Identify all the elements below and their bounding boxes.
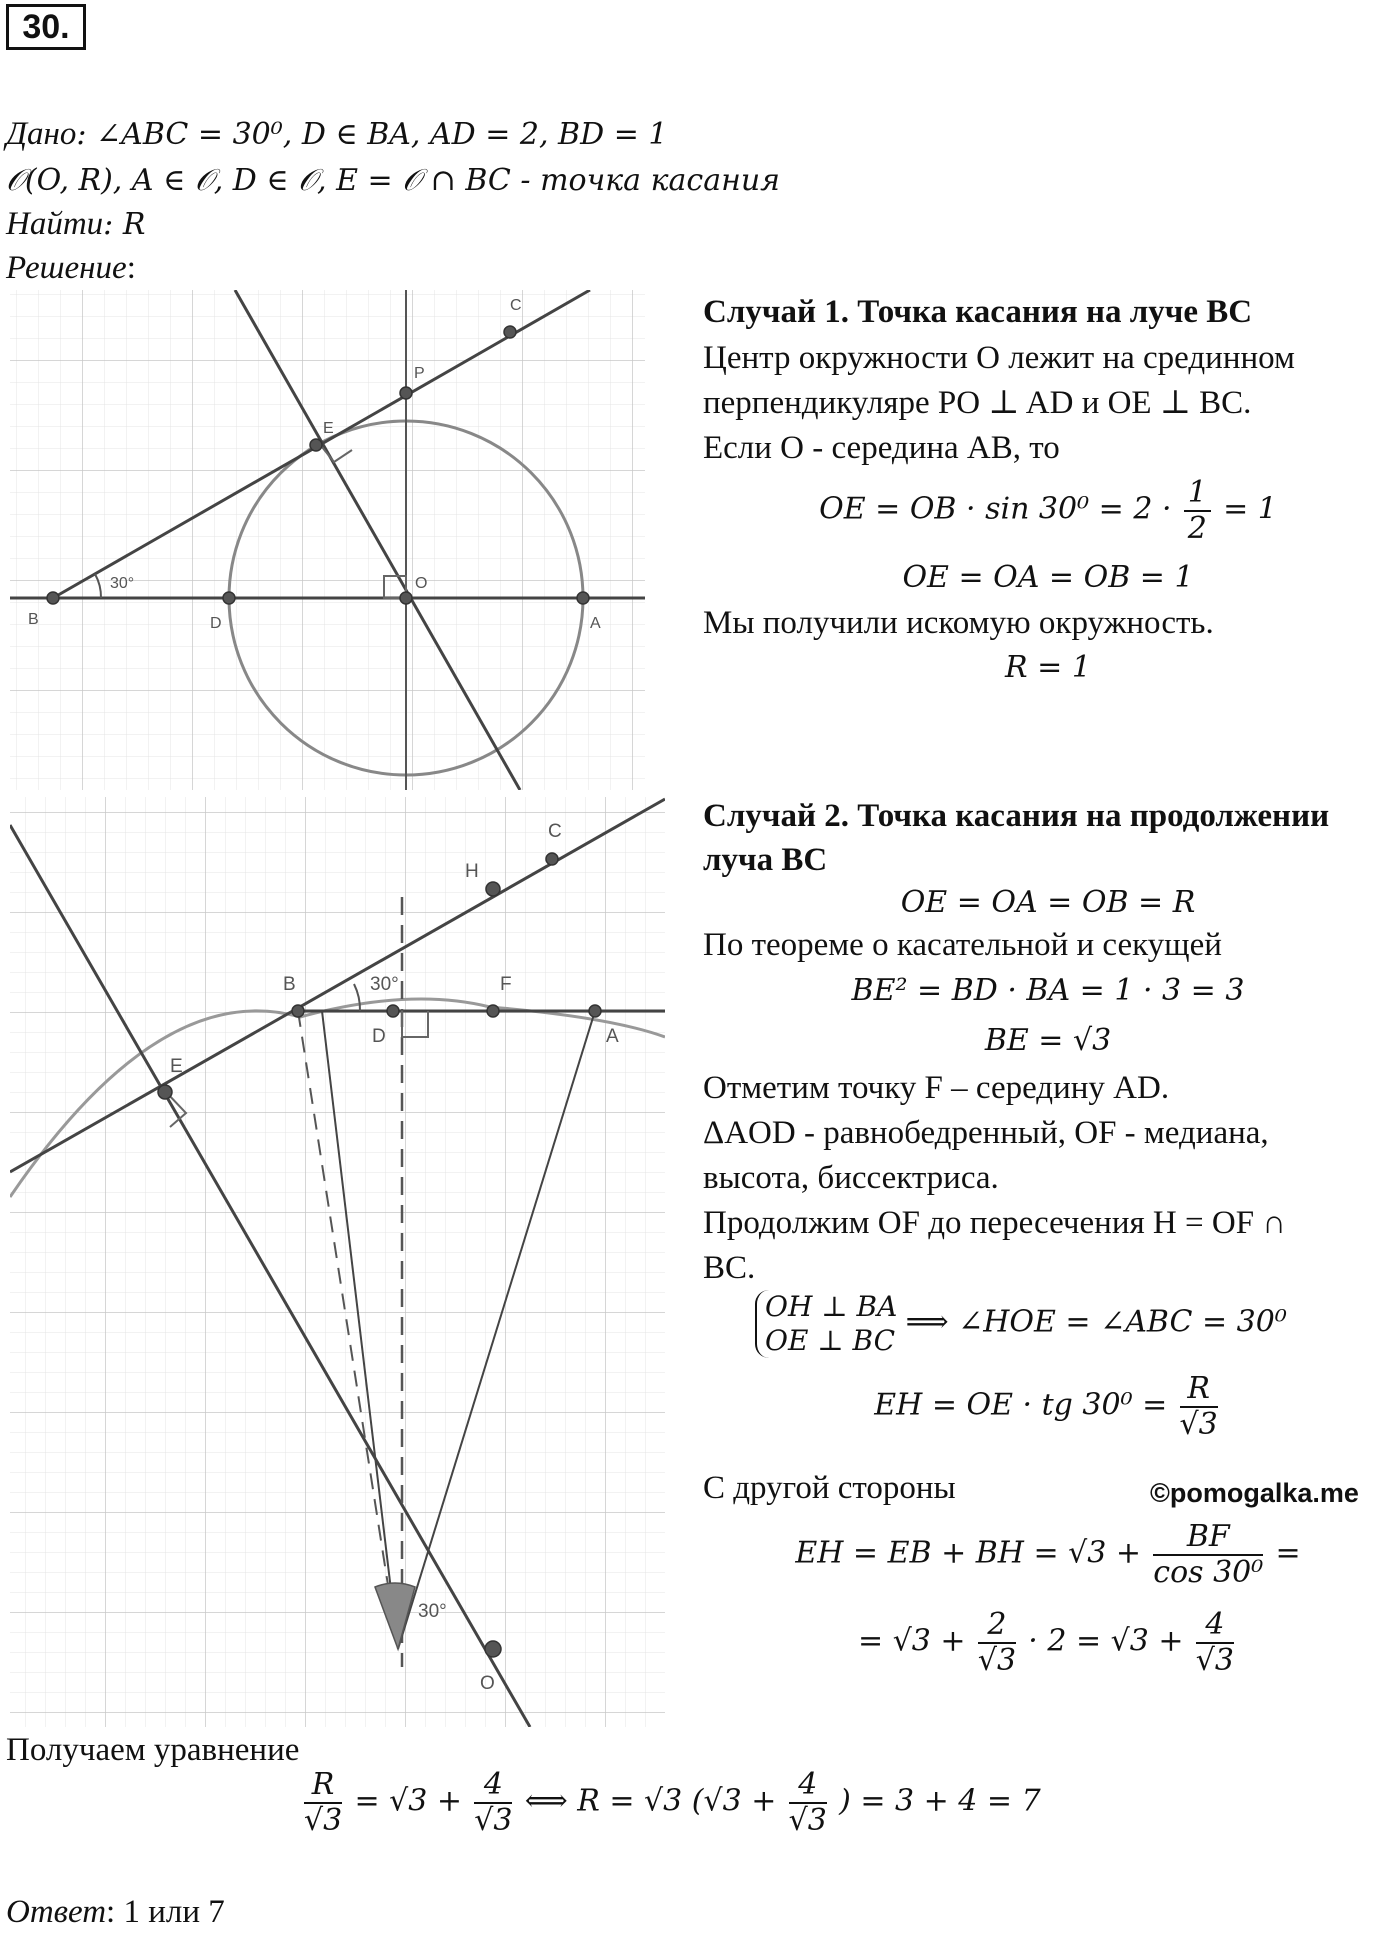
fig1-label-P: P xyxy=(414,365,425,382)
fig2-label-D: D xyxy=(372,1026,386,1047)
conclusion-mid1: = √3 + xyxy=(354,1783,463,1819)
case2-eq-3: BE = √3 xyxy=(984,1023,1112,1058)
case2-eq5-num: BF xyxy=(1153,1520,1263,1556)
case1-eq-2: OE = OA = OB = 1 xyxy=(902,560,1194,595)
conclusion-num3: 4 xyxy=(789,1768,827,1804)
given-label: Дано xyxy=(6,116,77,152)
fig2-label-C: C xyxy=(548,821,562,842)
figure-case-2 xyxy=(10,797,665,1727)
fig2-label-angle-B: 30° xyxy=(370,974,399,995)
case2-line-4: высота, биссектриса. xyxy=(703,1160,999,1196)
conclusion-den1: √3 xyxy=(304,1803,343,1838)
case2-eq6-den: √3 xyxy=(977,1643,1017,1678)
case1-heading xyxy=(703,290,1252,335)
fig1-label-O: O xyxy=(415,575,428,592)
case1-eq1-right: = 1 xyxy=(1223,491,1277,527)
circle-definition: 𝒪(O, R), A ∈ 𝒪, D ∈ 𝒪, E = 𝒪 ∩ BC - точка касания xyxy=(6,163,781,198)
case2-line-7: С другой стороны xyxy=(703,1470,956,1506)
solution-colon: : xyxy=(126,250,136,286)
case2-system-result: ⟹ ∠HOE = ∠ABC = 30⁰ xyxy=(905,1304,1287,1340)
conclusion-mid2: ⟺ R = √3 (√3 + xyxy=(524,1783,777,1819)
solution-line xyxy=(6,246,136,290)
fig1-label-B: B xyxy=(28,611,39,628)
problem-number: 30. xyxy=(6,4,86,50)
given-text: : ∠ABC = 30⁰, D ∈ BA, AD = 2, BD = 1 xyxy=(76,117,668,152)
case2-system xyxy=(755,1290,1287,1358)
answer-label: Ответ xyxy=(6,1894,107,1930)
conclusion-den3: √3 xyxy=(788,1803,827,1838)
case2-line-1: По теореме о касательной и секущей xyxy=(703,927,1222,963)
case1-result: R = 1 xyxy=(1005,650,1091,685)
case1-eq1-num: 1 xyxy=(1184,476,1211,512)
case2-eq4-left: EH = OE · tg 30⁰ = xyxy=(874,1387,1168,1423)
conclusion-num2: 4 xyxy=(474,1768,512,1804)
find-text: : R xyxy=(103,207,146,242)
case2-line-3: ΔAOD - равнобедренный, OF - медиана, xyxy=(703,1115,1269,1151)
fig1-label-angle: 30° xyxy=(110,575,135,592)
fig1-label-A: A xyxy=(590,615,601,632)
case2-eq-6 xyxy=(703,1608,1393,1678)
fig1-label-E: E xyxy=(323,420,334,437)
case1-line-3: Если O - середина AB, то xyxy=(703,430,1060,466)
case2-line-6: BC. xyxy=(703,1250,756,1286)
conclusion-fraction-3 xyxy=(789,1768,827,1838)
case1-eq1-fraction xyxy=(1184,476,1211,546)
conclusion-line: Получаем уравнение xyxy=(6,1732,300,1768)
case2-heading-line2: луча BC xyxy=(703,842,828,878)
case2-heading-line1: Случай 2. Точка касания на продолжении xyxy=(703,798,1330,834)
conclusion-num1: R xyxy=(304,1768,342,1804)
case2-line-5: Продолжим OF до пересечения H = OF ∩ xyxy=(703,1205,1287,1241)
case2-eq6-left: = √3 + xyxy=(858,1623,966,1659)
case2-system-brace xyxy=(755,1290,897,1358)
watermark: ©pomogalka.me xyxy=(1150,1478,1359,1508)
find-line xyxy=(6,202,145,247)
given-line-2 xyxy=(6,158,780,203)
fig2-label-B: B xyxy=(283,974,296,995)
fig1-label-C: C xyxy=(510,297,522,314)
case2-system-top: OH ⊥ BA xyxy=(765,1290,898,1323)
case2-heading-2 xyxy=(703,838,827,883)
case2-eq-2: BE² = BD · BA = 1 · 3 = 3 xyxy=(851,973,1245,1008)
case2-eq-4 xyxy=(703,1372,1393,1442)
answer-line xyxy=(6,1890,225,1934)
case2-eq-5 xyxy=(703,1520,1393,1590)
case2-line-2: Отметим точку F – середину AD. xyxy=(703,1070,1170,1106)
given-line-1 xyxy=(6,112,667,157)
case2-eq6-den2: √3 xyxy=(1195,1643,1234,1678)
find-label: Найти xyxy=(6,206,104,242)
case2-heading-1 xyxy=(703,794,1329,839)
case2-eq5-den: cos 30⁰ xyxy=(1153,1555,1264,1590)
case2-eq6-num: 2 xyxy=(978,1608,1016,1644)
case2-eq6-fraction-2 xyxy=(1196,1608,1234,1678)
answer-text: : 1 или 7 xyxy=(106,1894,225,1930)
fig2-label-F: F xyxy=(500,974,512,995)
case1-heading-text: Случай 1. Точка касания на луче BC xyxy=(703,294,1253,330)
case2-eq6-fraction-1 xyxy=(978,1608,1016,1678)
case1-line-4: Мы получили искомую окружность. xyxy=(703,605,1214,641)
case1-eq1-den: 2 xyxy=(1187,511,1207,546)
case2-system-bottom: OE ⊥ BC xyxy=(765,1324,896,1357)
case2-eq4-den: √3 xyxy=(1179,1407,1218,1442)
case1-eq1-left: OE = OB · sin 30⁰ = 2 · xyxy=(819,491,1172,527)
case1-eq-1 xyxy=(703,476,1393,546)
conclusion-fraction-2 xyxy=(474,1768,512,1838)
fig2-label-E: E xyxy=(170,1056,183,1077)
fig2-label-A: A xyxy=(606,1026,619,1047)
case2-eq6-num2: 4 xyxy=(1196,1608,1234,1644)
case2-eq-1: OE = OA = OB = R xyxy=(900,885,1196,920)
fig1-label-D: D xyxy=(210,615,222,632)
figure-case-1 xyxy=(10,290,645,790)
conclusion-equation xyxy=(300,1768,1041,1838)
case1-line-1: Центр окружности O лежит на срединном xyxy=(703,340,1295,376)
conclusion-end: ) = 3 + 4 = 7 xyxy=(839,1783,1041,1819)
fig2-label-O: O xyxy=(480,1673,495,1694)
case2-eq5-right: = xyxy=(1275,1535,1301,1571)
case2-eq5-fraction xyxy=(1153,1520,1263,1590)
case2-eq6-mid: · 2 = √3 + xyxy=(1028,1623,1184,1659)
case2-eq4-num: R xyxy=(1180,1372,1218,1408)
fig2-label-angle-O: 30° xyxy=(418,1601,447,1622)
case2-eq4-fraction xyxy=(1180,1372,1218,1442)
case1-line-2: перпендикуляре PO ⊥ AD и OE ⊥ BC. xyxy=(703,385,1252,421)
conclusion-den2: √3 xyxy=(474,1803,513,1838)
case2-eq5-left: EH = EB + BH = √3 + xyxy=(795,1535,1142,1571)
fig2-label-H: H xyxy=(465,861,479,882)
solution-label: Решение xyxy=(6,250,127,286)
conclusion-fraction-1 xyxy=(304,1768,342,1838)
